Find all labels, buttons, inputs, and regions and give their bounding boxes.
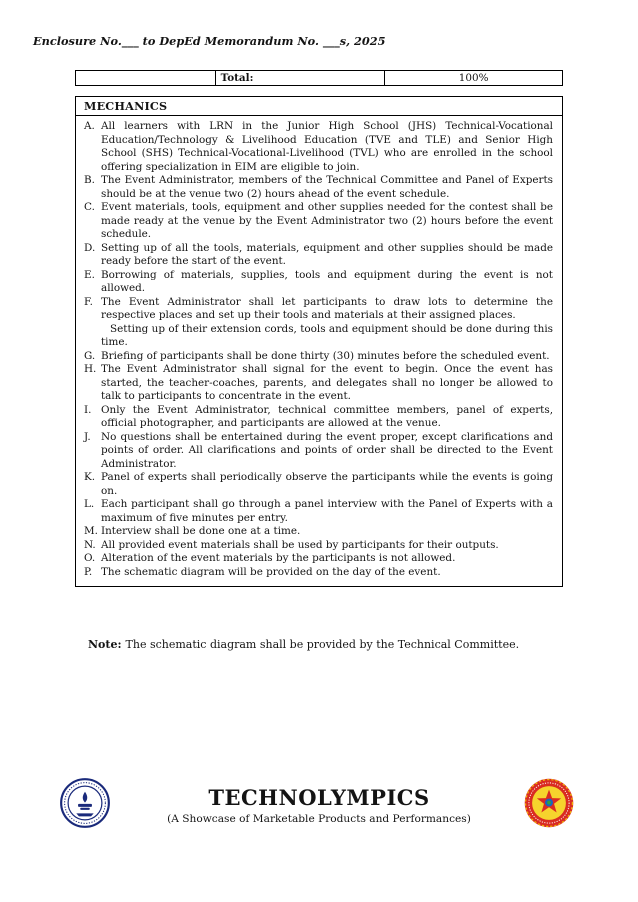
item-letter: E. bbox=[84, 268, 95, 281]
table-row bbox=[76, 71, 563, 86]
item-letter: F. bbox=[84, 295, 93, 308]
total-empty-cell bbox=[76, 71, 216, 86]
list-item bbox=[84, 552, 553, 566]
list-item bbox=[84, 471, 553, 498]
list-item bbox=[84, 539, 553, 553]
event-subtitle: (A Showcase of Marketable Products and Performances) bbox=[167, 813, 471, 825]
item-letter: C. bbox=[84, 201, 95, 213]
item-letter: H. bbox=[84, 363, 97, 375]
item-letter: M. bbox=[84, 525, 98, 537]
list-item bbox=[84, 525, 553, 539]
item-letter: K. bbox=[84, 471, 96, 483]
list-item bbox=[84, 350, 553, 364]
item-text: Alteration of the event materials by the participants is not allowed. bbox=[101, 552, 456, 564]
item-letter: J. bbox=[84, 430, 91, 443]
item-text: Borrowing of materials, supplies, tools and equipment during the event is not allowed. bbox=[101, 268, 553, 294]
footer bbox=[0, 775, 638, 833]
list-item bbox=[84, 498, 553, 525]
list-item bbox=[84, 363, 553, 404]
item-text: All learners with LRN in the Junior High School (JHS) Technical-Vocational Education/Technology & Livelihood Education (TVE and TLE) and Senior High School (SHS) Technical-Vocational-Livelihood (TVL) who are enrolled in the school offering specialization in EIM are eligible to join. bbox=[101, 120, 553, 173]
item-text: All provided event materials shall be used by participants for their outputs. bbox=[101, 538, 499, 551]
item-letter: D. bbox=[84, 241, 96, 254]
item-text: Each participant shall go through a panel interview with the Panel of Experts with a maximum of five minutes per entry. bbox=[101, 498, 553, 524]
item-subtext: Setting up of their extension cords, tools and equipment should be done during this time. bbox=[101, 322, 553, 348]
list-item bbox=[84, 404, 553, 431]
list-item bbox=[84, 431, 553, 472]
item-text: Only the Event Administrator, technical committee members, panel of experts, official photographer, and participants are allowed at the venue. bbox=[101, 403, 553, 429]
item-letter: I. bbox=[84, 403, 92, 416]
note-text: The schematic diagram shall be provided by the Technical Committee. bbox=[125, 638, 520, 651]
list-item bbox=[84, 296, 553, 350]
item-text: No questions shall be entertained during the event proper, except clarifications and points of order. All clarifications and points of order shall be directed to the Event Administrator. bbox=[101, 430, 553, 470]
mechanics-title: MECHANICS bbox=[76, 97, 562, 116]
note-line bbox=[88, 638, 519, 651]
item-letter: N. bbox=[84, 538, 96, 551]
item-text: The Event Administrator, members of the Technical Committee and Panel of Experts should be at the venue two (2) hours ahead of the event schedule. bbox=[101, 174, 553, 200]
total-table bbox=[75, 70, 563, 86]
item-text: Setting up of all the tools, materials, equipment and other supplies should be made ready before the start of the event. bbox=[101, 241, 553, 267]
item-letter: A. bbox=[84, 120, 95, 132]
mechanics-section bbox=[75, 96, 563, 587]
item-letter: G. bbox=[84, 349, 96, 362]
item-text: Briefing of participants shall be done thirty (30) minutes before the scheduled event. bbox=[101, 349, 550, 362]
item-text: Event materials, tools, equipment and other supplies needed for the contest shall be made ready at the venue by the Event Administrator two (2) hours before the event schedule. bbox=[101, 201, 553, 240]
festival-logo bbox=[523, 777, 575, 829]
item-letter: P. bbox=[84, 565, 93, 578]
total-label-cell: Total: bbox=[215, 71, 385, 86]
total-value-cell: 100% bbox=[385, 71, 563, 86]
event-title: TECHNOLYMPICS bbox=[208, 785, 430, 810]
item-text: Interview shall be done one at a time. bbox=[101, 525, 301, 537]
item-text: The schematic diagram will be provided on the day of the event. bbox=[101, 565, 441, 578]
list-item bbox=[84, 269, 553, 296]
note-label: Note: bbox=[88, 638, 122, 651]
list-item bbox=[84, 174, 553, 201]
list-item bbox=[84, 566, 553, 580]
item-letter: L. bbox=[84, 498, 95, 510]
item-letter: O. bbox=[84, 552, 96, 564]
item-text: The Event Administrator shall let participants to draw lots to determine the respective places and set up their tools and materials at their assigned places. bbox=[101, 295, 553, 321]
list-item bbox=[84, 120, 553, 174]
item-text: The Event Administrator shall signal for the event to begin. Once the event has started, the teacher-coaches, parents, and delegates shall no longer be allowed to talk to participants to concentrate in the event. bbox=[101, 363, 553, 402]
enclosure-heading: Enclosure No.___ to DepEd Memorandum No. ___s, 2025 bbox=[33, 34, 386, 48]
mechanics-list bbox=[76, 116, 562, 586]
item-letter: B. bbox=[84, 174, 95, 186]
list-item bbox=[84, 242, 553, 269]
item-text: Panel of experts shall periodically observe the participants while the events is going on. bbox=[101, 471, 553, 497]
list-item bbox=[84, 201, 553, 242]
